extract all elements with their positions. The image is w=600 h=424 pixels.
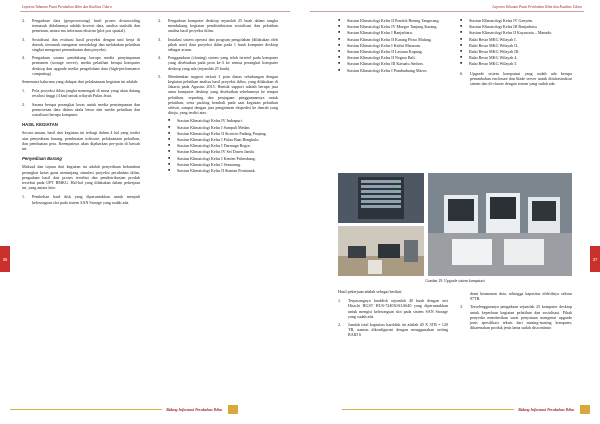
list-item: demi keamanan data, sehingga kapasitas efektifnya sekitar 97TB.	[470, 291, 572, 302]
left-column-2	[158, 18, 278, 174]
figure-caption: Gambar 29. Upgrade sistem komputasi	[425, 279, 485, 283]
left-column-1	[22, 18, 140, 208]
subsection-heading: Penyediaan Barang	[22, 156, 62, 162]
footer-logo	[228, 405, 238, 414]
list-item: 1. Pembelian hard disk yang diperuntukkan untuk menjadi kelesongsan slot pada sistem SAN Storage yang sudah ada.	[22, 194, 140, 205]
station-item: ■ Stasiun Klimatologi Kelas I Darmaga Bogor.	[168, 143, 251, 149]
station-item: ■ Stasiun Klimatologi Kelas IV Genyem.	[460, 18, 534, 23]
station-item: ■ Balai Besar MKG Wilayah I.	[460, 36, 517, 42]
running-header-left: Laporan Tahunan Pusat Perubahan Iklim dan Kualitas Udara	[22, 5, 112, 9]
list-item: 2. Jumlah total kapasitas harddisk ini adalah 40 X 3TB = 120 TB, namun dikonfigurasi dengan menggunakan setting RAID 6	[338, 322, 448, 338]
list-item: 1. Terpasangnya harddisk sejumlah 40 buah dengan seri Hitachi HGST HUS-724030ALS640 yang diperuntukkan untuk mengisi kelesongsan slot pada sistem SAN Storage yang sudah ada.	[338, 298, 448, 319]
station-item: ■ Stasiun Klimatologi Kelas I Sampali Medan.	[168, 124, 251, 130]
station-item: ■ Stasiun Klimatologi Kelas II Siantan Pontianak.	[168, 168, 256, 174]
station-item: ■ Stasiun Klimatologi Kelas I Semarang.	[168, 161, 242, 167]
footer-label: Bidang Informasi Perubahan Iklim	[166, 407, 222, 412]
paragraph: Hasil pekerjaan adalah sebagai berikut:	[338, 289, 403, 294]
station-item: ■ Stasiun Klimatologi Kelas I Pambuduang Maros.	[338, 67, 428, 73]
station-item: ■ Stasiun Klimatologi Kelas II Lasiana Kupang.	[338, 49, 423, 55]
station-item: ■ Balai Besar MKG Wilayah II.	[460, 42, 518, 48]
list-item: 3. Terselenggaranya pengadaan sejumlah 25 komputer desktop untuk keperluan kegiatan pelatihan dan sosialisasi. Pihak penyedia memberikan surat penyataan mengenai upgrade jenis spesifikasi teknis dari masing-masing komputer, dikarenakan produk jenis lama sudah discontinue.	[460, 304, 572, 331]
computers-illustration	[428, 173, 572, 276]
station-item: ■ Stasiun Klimatologi Kelas I Banjarbaru.	[338, 30, 413, 36]
running-header-right: Laporan Tahunan Pusat Perubahan Iklim dan Kualitas Udara	[492, 5, 582, 9]
station-item: ■ Stasiun Klimatologi Kelas IV Sei Duren Jambi.	[168, 149, 255, 155]
station-item: ■ Stasiun Klimatologi Kelas III Banjarbaru.	[460, 24, 538, 30]
paragraph: Secara umum, hasil dari kegiatan ini terbagi dalam 4 hal yang terdiri atas penyediaan barang, pembuatan software, pelaksanaan pelatihan, dan pembuatan peta. Keempatnya akan dijabarkan per-poin di bawah ini:	[22, 130, 140, 152]
right-column-1	[338, 18, 448, 74]
list-item: 2. Pengadaan data (geoprocessing) hasil proses downscaling termasuk didalamnya adalah koversi data, analisa statistik dan pemetaan, antara ma informasi ekstrim (plot pos spasial).	[22, 18, 140, 34]
footer-rule	[10, 409, 162, 410]
paragraph: Maksud dan tujuan dari kegiatan ini adalah penyediaan kebutuhan perangkat keras guna menunjang simulasi proyeksi perubahan iklim, pengadaan hasil dari proses tersebut dan pendistribusian produk tersebut pada UPT BMKG. Hal-hal yang dilakukan dalam pekerjaan ini, yang antara lain:	[22, 164, 140, 191]
list-item: 4. Penggandaan (cloning) sistem yang telah tersetel pada komputer yang disebutkan pada poin ke-3 ke semua perangkat komputer desktop yang ada (sejumlah 25 buah).	[158, 55, 278, 71]
right-column-4	[460, 291, 572, 333]
station-item: ■ Stasiun Klimatologi Kelas I Kediri Mataram.	[338, 42, 421, 48]
station-item: ■ Stasiun Klimatologi Kelas II Kayuwatu – Manado.	[460, 30, 553, 36]
right-column-3	[338, 289, 448, 341]
page-number-left: 36	[0, 246, 10, 272]
footer-left	[10, 405, 238, 414]
list-item: 5. Membenkan support terkait 3 poin diatas sehubungan dengan kegiatan pelatihan analisa hasil proyeksi iklim, yang dilakukan di Jakarta pada Agustus 2015. Bentuk support adalah berupa jasa antar komputer desktop yang disebutkan sebelumnya ke tempat pelatihan, separting dan penjagaan penggunaannya untuk pelatihan, serta packing kembali pada saat kegiatan pelatihan selesai, sampai dengan jasa pengiriman ekspedisi ke daerah yang dituju, yang terdiri atas:	[158, 73, 278, 116]
list-item: 2. Pengadaan komputer desktop sejumlah 25 buah dalam rangka mendukung kegiatan pendistribusian sosialisasi dan pelatihan analisa hasil proyeksi iklim.	[158, 18, 278, 34]
station-item: ■ Stasiun Klimatologi Kelas I Kenten Palembang.	[168, 155, 256, 161]
station-item: ■ Stasiun Klimatologi Kelas II Pondok Betung Tangerang.	[338, 18, 440, 23]
list-item: 2. Sarana berupa perangkat keras untuk media penyimpanan dan pemrosesan data dalam skala besar dan media pelatihan dan sosialisasi berupa komputer.	[22, 101, 140, 118]
right-column-2	[460, 18, 572, 89]
station-item: ■ Stasiun Klimatologi Kelas IV Maeger Tanjung Karang.	[338, 24, 438, 30]
station-item: ■ Stasiun Klimatologi Kelas II Karang Ploso Malang.	[338, 36, 432, 42]
photo-server-rack	[338, 173, 424, 223]
list-item: 1. Pola proyeksi iklim jangka menengah di masa yang akan datang resolusi tinggi (4 km) untuk wilayah Pulau Jawa.	[22, 88, 140, 99]
list-item: 4. Pengadaan sarana pendukung berupa media penyimpanan permanen (storage server), media pelatihan berupa komputer desktop dan upgrade media pengelolaan data (high-performance computing).	[22, 55, 140, 76]
section-heading: HASIL KEGIATAN	[22, 122, 58, 128]
header-rule	[310, 11, 584, 12]
list-item: 6. Upgrade sistem komputasi yang sudah ada berupa penambahan enclosure dan blade server untuk diinfrastruktur sistem dan di-cluster dengan sistem yang sudah ada.	[460, 70, 572, 87]
workroom-illustration	[338, 226, 424, 276]
server-rack-illustration	[338, 173, 424, 223]
footer-label: Bidang Informasi Perubahan Iklim	[518, 407, 574, 412]
footer-right	[342, 405, 590, 414]
footer-rule	[342, 409, 514, 410]
footer-logo	[580, 405, 590, 414]
right-page	[300, 0, 600, 424]
station-item: ■ Stasiun Klimatologi Kelas II Negara Bali.	[338, 55, 416, 61]
station-item: ■ Stasiun Klimatologi Kelas I Pulau Baai Bengkulu.	[168, 137, 260, 143]
list-item: 3. Sosialisasi dan evaluasi hasil proyeksi dengan unit kerja di daerah, termasuk mengenai metodologi dan melakukan pelatihan singkat mengenai pemanfaatan data proyeksi.	[22, 36, 140, 53]
header-rule	[20, 11, 290, 12]
photo-computers	[428, 173, 572, 276]
paragraph: Semenatra kalurnan yang didapat dari pelaksanaan kegiatan ini adalah:	[22, 79, 139, 85]
station-item: ■ Stasiun Klimatologi Kelas IV Indrapuri.	[168, 118, 243, 124]
list-item: 3. Instalasi sistem operasi dan program pengolahan (dilakukan oleh pihak user) data proyeksi iklim pada 1 buah komputer desktop sebagai acuan.	[158, 36, 278, 53]
station-item: ■ Balai Besar MKG Wilayah 5.	[460, 61, 518, 67]
station-item: ■ Balai Besar MKG Wilayah 4.	[460, 55, 518, 61]
station-item: ■ Stasiun Klimatologi Kelas III Karuatu Ambon.	[338, 61, 424, 67]
page-number-right: 37	[590, 246, 600, 272]
station-item: ■ Balai Besar MKG Wilayah III.	[460, 49, 520, 55]
station-item: ■ Stasiun Klimatologi Kelas II Sicincin Padang Panjang.	[168, 130, 267, 136]
photo-workroom	[338, 226, 424, 276]
